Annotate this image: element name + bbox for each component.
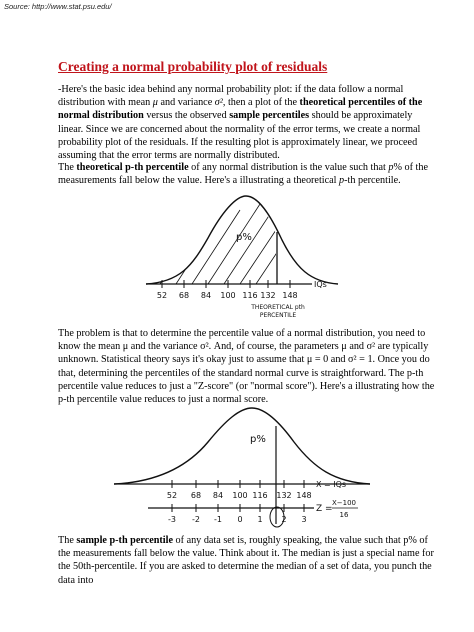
z-label: Z = — [316, 504, 333, 514]
source-note: Source: http://www.stat.psu.edu/ — [4, 2, 112, 11]
z-tick-label: -3 — [168, 515, 176, 524]
z-tick-label: 1 — [257, 515, 263, 524]
x-tick-label: 116 — [252, 491, 268, 500]
normal-curve — [114, 408, 370, 484]
sample-percentile-paragraph: The sample p-th percentile of any data set is, roughly speaking, the value such that p% of the measurements fall below the value. Think about it. The median is just a special name for the 50th-percentile. If you are asked to determine the median of a set of data, you punch the data into — [58, 535, 434, 586]
intro-paragraph: -Here's the basic idea behind any normal probability plot: if the data follow a normal distribution with mean μ and variance σ², then a plot of the theoretical percentiles of the normal distribution versus the observed sample percentiles should be approximately linear. Since we are concerned about the normality of the error terms, we create a normal probability plot of the residuals. If the resulting plot is approximately linear, we proceed assuming that the error terms are normally distributed. — [58, 84, 423, 162]
figure-theoretical-percentile — [140, 188, 340, 320]
x-tick-label: 68 — [190, 491, 202, 500]
z-denominator: 16 — [339, 511, 349, 519]
z-tick-label: -1 — [214, 515, 222, 524]
caption-line: PERCENTILE — [259, 312, 297, 319]
axis-label: IQs — [314, 280, 327, 289]
standard-normal-paragraph: The problem is that to determine the percentile value of a normal distribution, you need to know the mean μ and the variance σ². And, of course, the parameters μ and σ² are typically unknown. Statistical theory says it's okay just to assume that μ = 0 and σ² = 1. Once you do that, determining the percentiles of the standard normal curve is straightforward. The p-th percentile value reduces to just a "Z-score" (or "normal score"). Here's a illustrating how the p-th percentile value reduces to just a normal score. — [58, 328, 435, 406]
tick-label: 100 — [220, 291, 236, 300]
tick-label: 148 — [282, 291, 298, 300]
z-tick-label: 3 — [301, 515, 307, 524]
z-numerator: X−100 — [331, 499, 357, 507]
x-tick-label: 132 — [276, 491, 292, 500]
x-tick-label: 148 — [296, 491, 312, 500]
tick-label: 84 — [200, 291, 212, 300]
z-tick-label: -2 — [192, 515, 200, 524]
x-tick-label: 52 — [166, 491, 178, 500]
tick-label: 132 — [260, 291, 276, 300]
caption-line: THEORETICAL pth — [251, 304, 305, 311]
x-tick-label: 100 — [232, 491, 248, 500]
area-label: p% — [250, 434, 266, 445]
tick-label: 68 — [178, 291, 190, 300]
figure-z-score — [108, 404, 378, 528]
z-tick-label: 0 — [237, 515, 243, 524]
x-tick-label: 84 — [212, 491, 224, 500]
tick-label: 116 — [242, 291, 258, 300]
theoretical-percentile-paragraph: The theoretical p-th percentile of any normal distribution is the value such that p% of the measurements fall below the value. Here's a illustrating a theoretical p-th percentile. — [58, 162, 428, 187]
hatched-area — [144, 202, 280, 284]
tick-label: 52 — [156, 291, 168, 300]
area-label: p% — [236, 232, 252, 243]
z-tick-label: 2 — [281, 515, 287, 524]
x-axis-label: X = IQs — [316, 480, 347, 489]
section-title: Creating a normal probability plot of residuals — [58, 59, 328, 74]
